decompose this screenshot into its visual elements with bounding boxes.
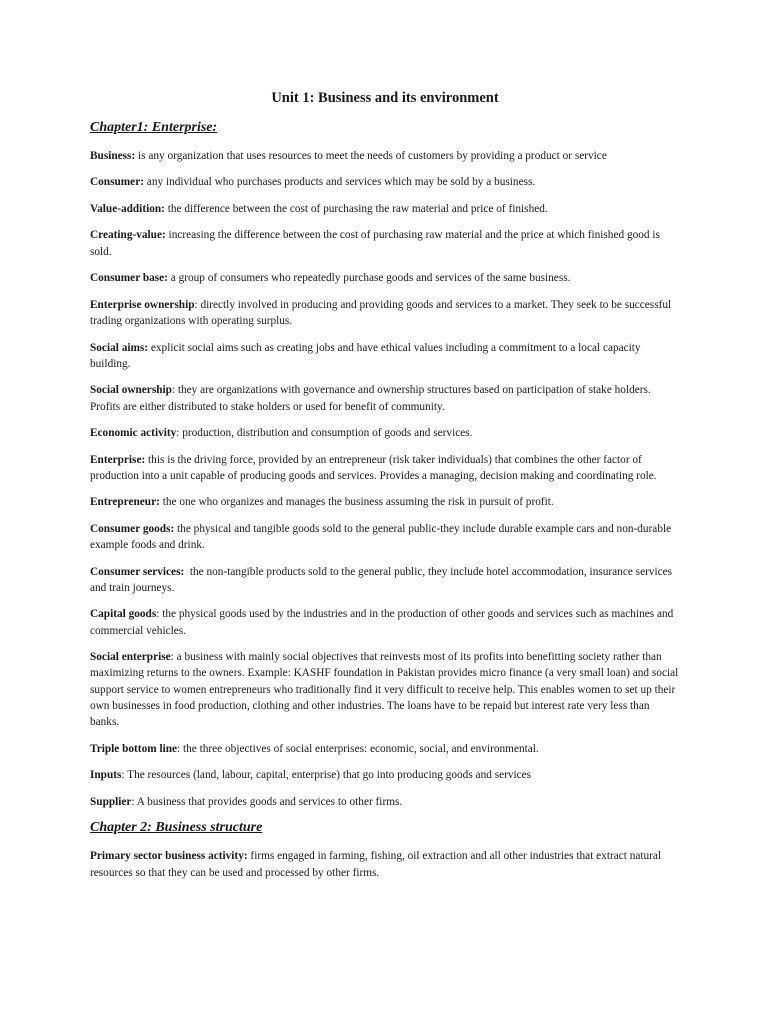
definition-inputs — [90, 767, 680, 783]
definition-text: explicit social aims such as creating jobs and have ethical values including a commitment to a local capacity building. — [90, 341, 641, 370]
chapter-2-heading: Chapter 2: Business structure — [90, 820, 263, 836]
definition-text: the one who organizes and manages the business assuming the risk in pursuit of profit. — [159, 496, 554, 509]
definition-text: : a business with mainly social objectives that reinvests most of its profits into benefitting society rather than maximizing returns to the owners. Example: KASHF foundation in Pakistan provides micro finance (a very small loan) and social support service to women entrepreneurs who traditionally find it very difficult to receive help. This enables women to set up their own businesses in food production, clothing and other industries. The loans have to be repaid but interest rate very less than banks. — [90, 651, 679, 729]
definition-text: a group of consumers who repeatedly purchase goods and services of the same business. — [167, 272, 571, 285]
definition-term: Social ownership — [90, 384, 172, 397]
chapter-1-definitions — [90, 148, 680, 810]
definition-enterprise-ownership — [90, 297, 680, 330]
definition-text: firms engaged in farming, fishing, oil extraction and all other industries that extract natural resources so that they can be used and processed by other firms. — [90, 850, 662, 879]
definition-term: Social enterprise — [90, 651, 171, 664]
definition-text: : they are organizations with governance and ownership structures based on participation of stake holders. Profits are either distributed to stake holders or used for benefit of community. — [90, 384, 651, 413]
definition-term: Entrepreneur: — [90, 496, 160, 509]
definition-text: this is the driving force, provided by an entrepreneur (risk taker individuals) that combines the other factor of production into a unit capable of producing goods and services. Provides a managing, decision making and coordinating role. — [90, 453, 657, 482]
definition-social-ownership — [90, 382, 680, 415]
definition-capital-goods — [90, 606, 680, 639]
definition-term: Primary sector business activity: — [90, 850, 248, 863]
chapter-2-definitions — [90, 848, 680, 881]
definition-social-aims — [90, 340, 680, 373]
definition-consumer-base — [90, 270, 680, 286]
definition-term: Social aims: — [90, 341, 149, 354]
definition-text: : production, distribution and consumption of goods and services. — [176, 427, 473, 440]
definition-primary-sector — [90, 848, 680, 881]
definition-text: : A business that provides goods and services to other firms. — [131, 795, 403, 808]
chapter-1-heading: Chapter1: Enterprise: — [90, 120, 218, 135]
document-title: Unit 1: Business and its environment — [271, 90, 499, 106]
definition-text: : the physical goods used by the industries and in the production of other goods and services such as machines and commercial vehicles. — [90, 608, 674, 637]
definition-text: : directly involved in producing and providing goods and services to a market. They seek to be successful trading organizations with operating surplus. — [90, 298, 672, 328]
definition-term: Inputs — [90, 769, 122, 782]
definition-term: Economic activity — [90, 427, 177, 440]
definition-term: Triple bottom line — [90, 742, 178, 755]
definition-value-addition — [90, 201, 680, 217]
definition-entrepreneur — [90, 494, 680, 510]
definition-term: Consumer: — [90, 176, 144, 189]
definition-business — [90, 148, 680, 164]
definition-term: Capital goods — [90, 608, 157, 621]
definition-enterprise — [90, 452, 680, 485]
definition-text: any individual who purchases products and services which may be sold by a business. — [143, 176, 536, 189]
definition-term: Supplier — [90, 795, 132, 808]
definition-text: : the three objectives of social enterprises: economic, social, and environmental. — [177, 742, 539, 755]
definition-term: Creating-value: — [90, 229, 166, 242]
definition-text: increasing the difference between the cost of purchasing raw material and the price at which finished good is sold. — [90, 229, 660, 258]
definition-creating-value — [90, 227, 680, 260]
definition-text: the non-tangible products sold to the general public, they include hotel accommodation, insurance services and train journeys. — [90, 565, 675, 594]
definition-term: Business: — [90, 150, 136, 162]
definition-text: is any organization that uses resources to meet the needs of customers by providing a product or service — [135, 150, 607, 162]
definition-term: Consumer base: — [90, 272, 168, 285]
definition-term: Enterprise: — [90, 453, 146, 466]
document-page — [90, 90, 680, 891]
definition-triple-bottom-line — [90, 741, 680, 757]
definition-consumer-services — [90, 564, 680, 597]
definition-supplier — [90, 794, 680, 810]
definition-economic-activity — [90, 425, 680, 441]
definition-consumer-goods — [90, 521, 680, 554]
definition-text: the difference between the cost of purchasing the raw material and price of finished. — [164, 202, 548, 215]
definition-term: Consumer services: — [90, 565, 185, 578]
definition-text: the physical and tangible goods sold to the general public-they include durable example cars and non-durable example foods and drink. — [90, 522, 672, 552]
definition-text: : The resources (land, labour, capital, enterprise) that go into producing goods and services — [121, 769, 532, 782]
definition-term: Value-addition: — [90, 202, 165, 215]
definition-social-enterprise — [90, 649, 680, 730]
definition-term: Enterprise ownership — [90, 298, 195, 311]
definition-consumer — [90, 174, 680, 190]
definition-term: Consumer goods: — [90, 522, 175, 535]
